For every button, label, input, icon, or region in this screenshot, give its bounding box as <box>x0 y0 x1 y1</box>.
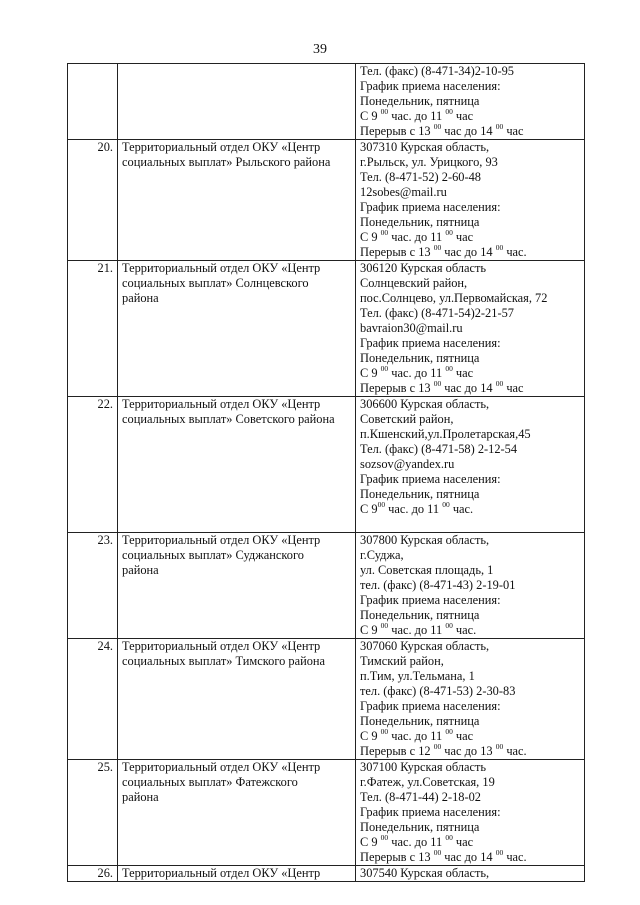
row-number: 23. <box>68 533 118 639</box>
time-superscript: 00 <box>445 227 453 237</box>
table-row <box>68 760 585 866</box>
office-name-line: Территориальный отдел ОКУ «Центр <box>122 866 321 880</box>
time-superscript: 00 <box>445 106 453 116</box>
contact-line: bavraion30@mail.ru <box>360 321 463 335</box>
contact-line: ул. Советская площадь, 1 <box>360 563 494 577</box>
office-name-line: района <box>122 291 159 305</box>
time-superscript: 00 <box>495 741 504 751</box>
contact-line: г.Рыльск, ул. Урицкого, 93 <box>360 155 498 169</box>
time-superscript: 00 <box>495 378 504 388</box>
office-name-line: Территориальный отдел ОКУ «Центр <box>122 140 321 154</box>
contact-line: тел. (факс) (8-471-43) 2-19-01 <box>360 578 516 592</box>
contact-line: 307310 Курская область, <box>360 140 490 154</box>
contact-line: Тел. (факс) (8-471-34)2-10-95 <box>360 64 514 78</box>
contact-line: Понедельник, пятница <box>360 714 480 728</box>
time-superscript: 00 <box>433 847 442 857</box>
time-superscript: 00 <box>380 620 389 630</box>
office-name <box>118 533 356 639</box>
contact-line: С 9 $^{00}$ час. до 11 $^{00}$ час <box>360 726 474 743</box>
contact-line: 306120 Курская область <box>360 261 487 275</box>
contact-line: Тел. (8-471-52) 2-60-48 <box>360 170 481 184</box>
contact-line: График приема населения: <box>360 79 501 93</box>
office-name <box>118 760 356 866</box>
contact-line: Перерыв с 13 $^{00}$ час до 14 $^{00}$ час <box>360 378 524 395</box>
time-superscript: 00 <box>495 242 504 252</box>
office-contact-info <box>356 639 585 760</box>
office-contact-info <box>356 64 585 140</box>
office-name-line: Территориальный отдел ОКУ «Центр <box>122 397 321 411</box>
contact-line: Понедельник, пятница <box>360 351 480 365</box>
row-number: 26. <box>68 866 118 882</box>
time-superscript: 00 <box>445 832 453 842</box>
row-number: 25. <box>68 760 118 866</box>
time-superscript: 00 <box>380 227 389 237</box>
contact-line: Понедельник, пятница <box>360 608 480 622</box>
contact-line: пос.Солнцево, ул.Первомайская, 72 <box>360 291 548 305</box>
contact-line: График приема населения: <box>360 805 501 819</box>
time-superscript: 00 <box>445 620 453 630</box>
table-row <box>68 397 585 533</box>
offices-table-body <box>68 64 585 882</box>
contact-line: Перерыв с 13 $^{00}$ час до 14 $^{00}$ час <box>360 121 524 138</box>
contact-line: 307540 Курская область, <box>360 866 490 880</box>
office-contact-info <box>356 397 585 533</box>
time-superscript: 00 <box>445 363 453 373</box>
time-superscript: 00 <box>380 832 389 842</box>
contact-line: Перерыв с 13 $^{00}$ час до 14 $^{00}$ час. <box>360 242 527 259</box>
page-number: 39 <box>313 42 327 57</box>
office-contact-info <box>356 760 585 866</box>
time-superscript: 00 <box>442 499 450 509</box>
contact-line: Перерыв с 12 $^{00}$ час до 13 $^{00}$ час. <box>360 741 527 758</box>
table-row <box>68 64 585 140</box>
time-superscript: 00 <box>380 726 389 736</box>
contact-line: Советский район, <box>360 412 454 426</box>
time-superscript: 00 <box>433 242 442 252</box>
contact-line: Тел. (факс) (8-471-54)2-21-57 <box>360 306 514 320</box>
time-superscript: 00 <box>380 363 389 373</box>
row-number: 20. <box>68 140 118 261</box>
office-contact-info <box>356 261 585 397</box>
office-name-line: социальных выплат» Солнцевского <box>122 276 309 290</box>
contact-line: Понедельник, пятница <box>360 487 480 501</box>
time-superscript: 00 <box>495 847 504 857</box>
contact-line: 12sobes@mail.ru <box>360 185 447 199</box>
time-superscript: 00 <box>433 121 442 131</box>
contact-line: Тел. (8-471-44) 2-18-02 <box>360 790 481 804</box>
contact-line: График приема населения: <box>360 699 501 713</box>
contact-line: п.Тим, ул.Тельмана, 1 <box>360 669 475 683</box>
office-name <box>118 64 356 140</box>
contact-line: С 9 $^{00}$ час. до 11 $^{00}$ час <box>360 363 474 380</box>
office-name-line: социальных выплат» Фатежского <box>122 775 298 789</box>
row-number: 22. <box>68 397 118 533</box>
time-superscript: 00 <box>433 378 442 388</box>
contact-line: sozsov@yandex.ru <box>360 457 455 471</box>
office-name <box>118 261 356 397</box>
contact-line: п.Кшенский,ул.Пролетарская,45 <box>360 427 531 441</box>
contact-line: Понедельник, пятница <box>360 94 480 108</box>
contact-line: Понедельник, пятница <box>360 215 480 229</box>
contact-line: График приема населения: <box>360 336 501 350</box>
contact-line: С 9 $^{00}$ час. до 11 $^{00}$ час <box>360 227 474 244</box>
time-superscript: 00 <box>377 499 386 509</box>
contact-line: 306600 Курская область, <box>360 397 490 411</box>
office-contact-info <box>356 866 585 882</box>
contact-line: 307100 Курская область <box>360 760 487 774</box>
row-number: 24. <box>68 639 118 760</box>
time-superscript: 00 <box>495 121 504 131</box>
contact-line: С 9 $^{00}$ час. до 11 $^{00}$ час <box>360 106 474 123</box>
table-row <box>68 866 585 882</box>
contact-line <box>360 517 580 532</box>
offices-table <box>67 63 585 882</box>
office-name <box>118 140 356 261</box>
office-name-line: социальных выплат» Суджанского <box>122 548 304 562</box>
contact-line: 307060 Курская область, <box>360 639 490 653</box>
contact-line: С $9^{00}$ час. до 11 $^{00}$ час. <box>360 499 474 516</box>
office-name <box>118 866 356 882</box>
office-name-line: района <box>122 563 159 577</box>
office-name-line: социальных выплат» Рыльского района <box>122 155 331 169</box>
contact-line: Понедельник, пятница <box>360 820 480 834</box>
row-number: 21. <box>68 261 118 397</box>
office-name-line: Территориальный отдел ОКУ «Центр <box>122 533 321 547</box>
contact-line: Тел. (факс) (8-471-58) 2-12-54 <box>360 442 518 456</box>
contact-line: 307800 Курская область, <box>360 533 490 547</box>
office-contact-info <box>356 140 585 261</box>
office-name-line: Территориальный отдел ОКУ «Центр <box>122 639 321 653</box>
contact-line: г.Суджа, <box>360 548 404 562</box>
office-name-line: Территориальный отдел ОКУ «Центр <box>122 261 321 275</box>
contact-line: Тимский район, <box>360 654 444 668</box>
contact-line: г.Фатеж, ул.Советская, 19 <box>360 775 495 789</box>
contact-line: График приема населения: <box>360 593 501 607</box>
contact-line: График приема населения: <box>360 200 501 214</box>
office-name-line: социальных выплат» Советского района <box>122 412 335 426</box>
time-superscript: 00 <box>445 726 453 736</box>
office-name <box>118 639 356 760</box>
contact-line: Перерыв с 13 $^{00}$ час до 14 $^{00}$ час. <box>360 847 527 864</box>
office-name-line: Территориальный отдел ОКУ «Центр <box>122 760 321 774</box>
table-row <box>68 261 585 397</box>
contact-line: С 9 $^{00}$ час. до 11 $^{00}$ час. <box>360 620 477 637</box>
office-name-line: социальных выплат» Тимского района <box>122 654 326 668</box>
table-row <box>68 639 585 760</box>
contact-line: Солнцевский район, <box>360 276 468 290</box>
time-superscript: 00 <box>380 106 389 116</box>
time-superscript: 00 <box>433 741 442 751</box>
contact-line: С 9 $^{00}$ час. до 11 $^{00}$ час <box>360 832 474 849</box>
table-row <box>68 140 585 261</box>
row-number <box>68 64 118 140</box>
contact-line: График приема населения: <box>360 472 501 486</box>
contact-line: тел. (факс) (8-471-53) 2-30-83 <box>360 684 516 698</box>
office-contact-info <box>356 533 585 639</box>
table-row <box>68 533 585 639</box>
office-name-line: района <box>122 790 159 804</box>
office-name <box>118 397 356 533</box>
